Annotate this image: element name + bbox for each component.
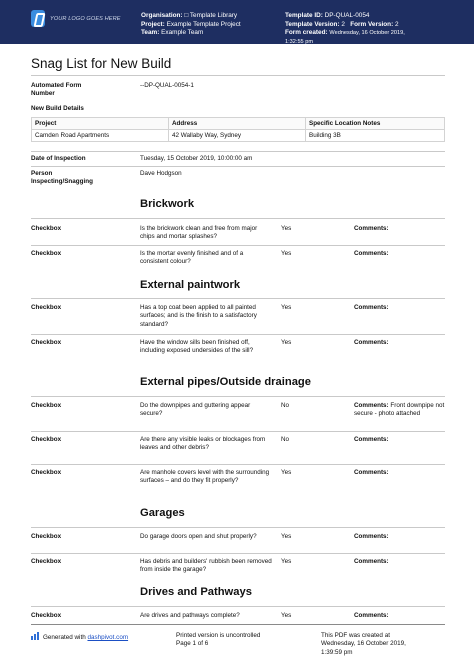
date-of-inspection-label: Date of Inspection [31,155,86,162]
team-label: Team: [141,29,160,37]
item-question: Are drives and pathways complete? [140,612,240,619]
item-answer: No [281,402,290,409]
project-value: Example Template Project [166,20,241,28]
header-bar [0,0,474,44]
item-type: Checkbox [31,533,62,540]
template-id-value: DP-QUAL-0054 [324,12,370,19]
form-created-value: Wednesday, 16 October 2019, [329,30,405,37]
item-type: Checkbox [31,402,62,409]
logo-icon [31,10,45,27]
item-answer: No [281,436,290,443]
divider [31,606,445,607]
item-comments [354,469,446,477]
comments-label: Comments: [354,304,389,311]
pdf-created-label: This PDF was created at [321,632,390,639]
item-answer: Yes [281,225,292,232]
item-question: Do garage doors open and shut properly? [140,533,257,540]
item-comments [354,402,446,419]
form-number-label-line2: Number [31,90,55,98]
person-label [31,170,93,187]
item-answer: Yes [281,612,292,619]
item-question: Is the mortar evenly finished and of a consistent colour? [140,250,244,266]
item-question: Has a top coat been applied to all painted surfaces; and is the finish to a satisfactory standard? [140,304,257,328]
footer-generated [31,632,128,642]
item-question: Is the brickwork clean and free from major chips and mortar splashes? [140,225,258,241]
comments-label: Comments: [354,339,389,346]
item-type: Checkbox [31,304,62,311]
comments-label: Comments: [354,612,389,619]
table-header-row [32,118,445,130]
comments-label: Comments: [354,469,389,476]
logo-text: YOUR LOGO GOES HERE [50,15,121,22]
divider [31,464,445,465]
divider [31,245,445,246]
table-cell: Camden Road Apartments [32,130,169,142]
form-number-value: --DP-QUAL-0054-1 [140,82,194,89]
item-comments [354,612,446,620]
team-value: Example Team [161,29,204,37]
column-header: Project [32,118,169,130]
pdf-created-date: Wednesday, 16 October 2019, [321,640,406,648]
table-row [32,130,445,142]
page-number: Page 1 of 6 [176,640,209,648]
item-answer: Yes [281,250,292,257]
divider [31,151,445,152]
date-of-inspection-value: Tuesday, 15 October 2019, 10:00:00 am [140,155,253,162]
form-version-label: Form Version: [350,20,394,28]
project-label: Project: [141,20,165,28]
bar-chart-icon [31,632,39,640]
section-title-drives-pathways: Drives and Pathways [140,586,252,598]
item-question: Do the downpipes and guttering appear secure? [140,402,251,418]
pdf-created-time: 1:39:59 pm [321,648,353,656]
divider [31,298,445,299]
template-version-value: 2 [341,20,345,28]
person-label-line1: Person [31,170,53,177]
divider [31,334,445,335]
comments-label: Comments: [354,558,389,565]
item-type: Checkbox [31,469,62,476]
comments-label: Comments: [354,402,389,409]
divider [31,218,445,219]
header-meta-right [285,12,405,46]
item-comments [354,250,446,258]
organisation-value: □ Template Library [184,12,238,19]
footer-divider [31,624,445,625]
divider [31,527,445,528]
divider [31,396,445,397]
footer-printed [176,632,260,649]
item-comments [354,436,446,444]
section-title-external-paintwork: External paintwork [140,279,241,291]
item-answer: Yes [281,469,292,476]
item-comments [354,558,446,566]
table-cell: Building 3B [306,130,445,142]
form-version-value: 2 [395,20,399,28]
item-question: Are manhole covers level with the surrounding surfaces – and do they fit properly? [140,469,270,485]
item-question: Have the window sills been finished off, including exposed undersides of the sill? [140,339,254,355]
item-answer: Yes [281,304,292,311]
item-answer: Yes [281,558,292,565]
form-number-label-line1: Automated Form [31,82,82,89]
footer-pdf-created [321,632,406,657]
page-title: Snag List for New Build [31,56,172,71]
divider [31,75,445,76]
divider [31,553,445,554]
generated-prefix: Generated with [43,634,86,641]
template-id-label: Template ID: [285,12,323,19]
new-build-details-table [31,117,445,142]
section-title-brickwork: Brickwork [140,198,195,210]
new-build-details-heading: New Build Details [31,105,84,112]
form-created-label: Form created: [285,29,328,37]
item-type: Checkbox [31,436,62,443]
item-answer: Yes [281,339,292,346]
column-header: Specific Location Notes [306,118,445,130]
item-comments [354,304,446,312]
comments-label: Comments: [354,225,389,232]
item-comments [354,533,446,541]
item-type: Checkbox [31,558,62,565]
divider [31,166,445,167]
section-title-external-pipes: External pipes/Outside drainage [140,376,311,388]
logo [31,10,121,27]
header-meta-left [141,12,241,38]
item-comments [354,225,446,233]
printed-uncontrolled: Printed version is uncontrolled [176,632,261,639]
comments-text: Front downpipe not secure - photo attached [354,402,445,418]
item-comments [354,339,446,347]
template-version-label: Template Version: [285,20,340,28]
divider [31,431,445,432]
person-value: Dave Hodgson [140,170,182,177]
column-header: Address [169,118,306,130]
item-type: Checkbox [31,612,62,619]
item-type: Checkbox [31,250,62,257]
person-label-line2: Inspecting/Snagging [31,178,93,186]
item-type: Checkbox [31,339,62,346]
organisation-label: Organisation: [141,12,183,19]
form-created-time: 1:32:55 pm [285,38,313,45]
item-type: Checkbox [31,225,62,232]
section-title-garages: Garages [140,507,185,519]
dashpivot-link[interactable]: dashpivot.com [87,634,129,641]
comments-label: Comments: [354,250,389,257]
comments-label: Comments: [354,436,389,443]
table-cell: 42 Wallaby Way, Sydney [169,130,306,142]
comments-label: Comments: [354,533,389,540]
item-question: Are there any visible leaks or blockages from leaves and other debris? [140,436,266,452]
item-question: Has debris and builders' rubbish been removed from inside the garage? [140,558,272,574]
form-number-label [31,82,81,99]
item-answer: Yes [281,533,292,540]
